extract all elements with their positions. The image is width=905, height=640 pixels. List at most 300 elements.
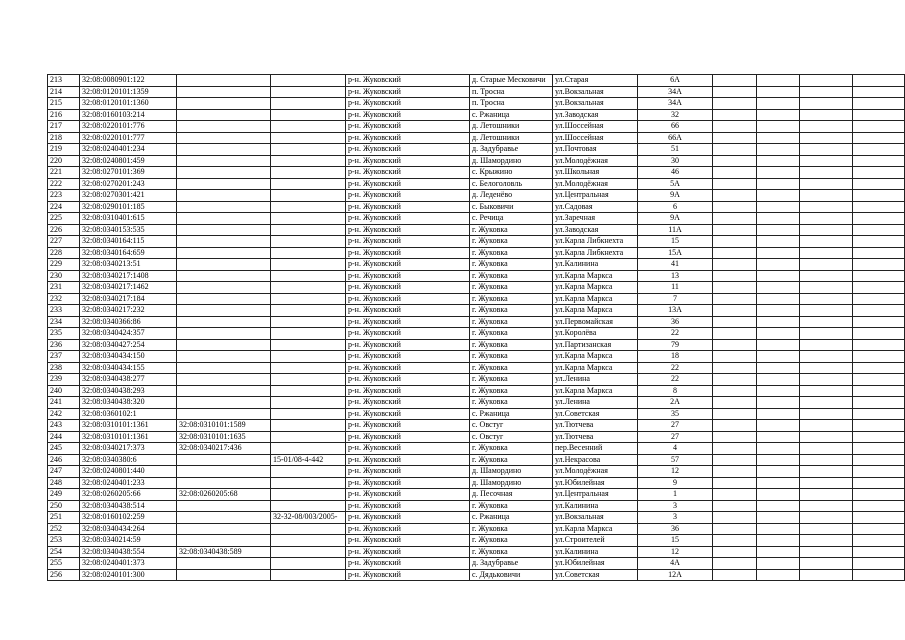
cell-extra-col-3 [800, 466, 853, 478]
cell-cadastral-number: 32:08:0220101:777 [80, 132, 177, 144]
table-row [48, 132, 905, 144]
cell-linked-cadastral-number [177, 328, 271, 340]
cell-house-number: 12 [638, 546, 713, 558]
cell-street: ул.Тютчева [553, 431, 638, 443]
cell-row-number: 213 [48, 75, 80, 87]
cell-extra-col-4 [853, 374, 905, 386]
cell-cadastral-number: 32:08:0240401:234 [80, 144, 177, 156]
cell-house-number: 18 [638, 351, 713, 363]
cell-house-number: 12 [638, 466, 713, 478]
cell-street: ул.Почтовая [553, 144, 638, 156]
table-row [48, 523, 905, 535]
table-row [48, 98, 905, 110]
cell-house-number: 27 [638, 431, 713, 443]
cell-district: р-н. Жуковский [346, 362, 470, 374]
cell-street: ул.Старая [553, 75, 638, 87]
cell-district: р-н. Жуковский [346, 431, 470, 443]
table-row [48, 236, 905, 248]
cell-cadastral-number: 32:08:0340217:232 [80, 305, 177, 317]
cell-extra-col-1 [713, 121, 757, 133]
cell-row-number: 244 [48, 431, 80, 443]
cell-house-number: 30 [638, 155, 713, 167]
cell-house-number: 4 [638, 443, 713, 455]
cell-extra-col-2 [757, 546, 800, 558]
table-row [48, 293, 905, 305]
cell-district: р-н. Жуковский [346, 512, 470, 524]
cell-house-number: 34А [638, 86, 713, 98]
cell-cadastral-number: 32:08:0240801:459 [80, 155, 177, 167]
cell-row-number: 251 [48, 512, 80, 524]
cell-district: р-н. Жуковский [346, 569, 470, 581]
cell-extra-col-4 [853, 431, 905, 443]
cell-house-number: 4А [638, 558, 713, 570]
cell-settlement: с. Ржаница [470, 109, 553, 121]
cell-house-number: 3 [638, 500, 713, 512]
cell-extra-col-1 [713, 500, 757, 512]
cell-settlement: г. Жуковка [470, 454, 553, 466]
table-row [48, 569, 905, 581]
cell-extra-col-3 [800, 454, 853, 466]
cell-house-number: 9А [638, 190, 713, 202]
cell-settlement: г. Жуковка [470, 305, 553, 317]
cell-extra-col-3 [800, 546, 853, 558]
cell-extra-col-1 [713, 535, 757, 547]
cell-extra-col-4 [853, 282, 905, 294]
cell-row-number: 230 [48, 270, 80, 282]
cell-extra-col-4 [853, 293, 905, 305]
cell-extra-col-1 [713, 109, 757, 121]
table-row [48, 535, 905, 547]
cell-extra-col-1 [713, 178, 757, 190]
cell-linked-cadastral-number [177, 270, 271, 282]
cell-extra-col-2 [757, 558, 800, 570]
cell-extra-col-1 [713, 167, 757, 179]
table-row [48, 213, 905, 225]
cell-extra-col-1 [713, 259, 757, 271]
cell-district: р-н. Жуковский [346, 155, 470, 167]
cell-district: р-н. Жуковский [346, 305, 470, 317]
table-row [48, 316, 905, 328]
cell-extra-col-3 [800, 477, 853, 489]
cell-extra-col-3 [800, 236, 853, 248]
cell-extra-col-3 [800, 339, 853, 351]
cell-street: ул.Карла Маркса [553, 385, 638, 397]
cell-extra-col-4 [853, 178, 905, 190]
cell-extra-col-4 [853, 109, 905, 121]
cell-extra-col-1 [713, 98, 757, 110]
cell-extra-col-4 [853, 443, 905, 455]
cell-linked-cadastral-number [177, 523, 271, 535]
cell-settlement: г. Жуковка [470, 523, 553, 535]
cell-cadastral-number: 32:08:0220101:776 [80, 121, 177, 133]
cell-extra-col-1 [713, 420, 757, 432]
cell-linked-cadastral-number [177, 236, 271, 248]
cell-house-number: 79 [638, 339, 713, 351]
cell-cadastral-number: 32:08:0340434:264 [80, 523, 177, 535]
table-row [48, 155, 905, 167]
cell-settlement: с. Крыжино [470, 167, 553, 179]
cell-extra-col-1 [713, 328, 757, 340]
cell-row-number: 228 [48, 247, 80, 259]
cell-settlement: г. Жуковка [470, 259, 553, 271]
cell-settlement: с. Дядьковичи [470, 569, 553, 581]
cell-linked-cadastral-number [177, 305, 271, 317]
cell-cadastral-number: 32:08:0340217:1462 [80, 282, 177, 294]
cell-cadastral-number: 32:08:0310101:1361 [80, 420, 177, 432]
cell-extra-col-1 [713, 397, 757, 409]
cell-linked-cadastral-number [177, 144, 271, 156]
cell-house-number: 46 [638, 167, 713, 179]
cell-linked-cadastral-number [177, 454, 271, 466]
cell-linked-cadastral-number [177, 408, 271, 420]
cell-district: р-н. Жуковский [346, 282, 470, 294]
cell-extra-col-4 [853, 224, 905, 236]
cell-extra-col-2 [757, 224, 800, 236]
cell-extra-col-2 [757, 75, 800, 87]
table-row [48, 408, 905, 420]
cell-extra-col-2 [757, 282, 800, 294]
cell-settlement: с. Овстуг [470, 420, 553, 432]
cell-linked-cadastral-number [177, 558, 271, 570]
cell-linked-cadastral-number [177, 224, 271, 236]
cell-district: р-н. Жуковский [346, 397, 470, 409]
cell-row-number: 219 [48, 144, 80, 156]
cell-cadastral-number: 32:08:0340217:1408 [80, 270, 177, 282]
cell-house-number: 15 [638, 236, 713, 248]
cell-settlement: д. Старые Месковичи [470, 75, 553, 87]
cell-street: ул.Шоссейная [553, 132, 638, 144]
cell-extra-col-1 [713, 201, 757, 213]
cell-extra-col-2 [757, 477, 800, 489]
cell-extra-col-4 [853, 98, 905, 110]
cell-extra-col-1 [713, 466, 757, 478]
cell-cadastral-number: 32:08:0240801:440 [80, 466, 177, 478]
cell-registration-number [271, 535, 346, 547]
cell-linked-cadastral-number [177, 477, 271, 489]
cell-extra-col-4 [853, 121, 905, 133]
cell-district: р-н. Жуковский [346, 236, 470, 248]
cell-extra-col-3 [800, 259, 853, 271]
cell-house-number: 34А [638, 98, 713, 110]
cell-street: ул.Карла Маркса [553, 523, 638, 535]
cell-linked-cadastral-number [177, 201, 271, 213]
cell-street: ул.Советская [553, 569, 638, 581]
table-row [48, 121, 905, 133]
cell-linked-cadastral-number [177, 316, 271, 328]
cell-linked-cadastral-number [177, 259, 271, 271]
cell-linked-cadastral-number [177, 362, 271, 374]
cell-linked-cadastral-number [177, 466, 271, 478]
cell-settlement: д. Песочная [470, 489, 553, 501]
cell-row-number: 234 [48, 316, 80, 328]
cell-extra-col-2 [757, 259, 800, 271]
cell-street: ул.Центральная [553, 190, 638, 202]
cell-settlement: г. Жуковка [470, 500, 553, 512]
cell-district: р-н. Жуковский [346, 420, 470, 432]
cell-row-number: 243 [48, 420, 80, 432]
cell-street: ул.Калинина [553, 259, 638, 271]
cell-house-number: 36 [638, 316, 713, 328]
cell-street: ул.Первомайская [553, 316, 638, 328]
cell-extra-col-1 [713, 569, 757, 581]
cell-house-number: 2А [638, 397, 713, 409]
cell-house-number: 41 [638, 259, 713, 271]
cell-extra-col-2 [757, 454, 800, 466]
cell-house-number: 12А [638, 569, 713, 581]
cell-street: ул.Молодёжная [553, 466, 638, 478]
cell-extra-col-2 [757, 362, 800, 374]
cell-linked-cadastral-number [177, 397, 271, 409]
cell-extra-col-4 [853, 75, 905, 87]
cell-settlement: г. Жуковка [470, 362, 553, 374]
cell-house-number: 15 [638, 535, 713, 547]
cell-row-number: 250 [48, 500, 80, 512]
cell-extra-col-3 [800, 305, 853, 317]
cell-extra-col-1 [713, 86, 757, 98]
cell-extra-col-3 [800, 500, 853, 512]
cell-street: ул.Партизанская [553, 339, 638, 351]
cell-street: ул.Карла Либкнехта [553, 247, 638, 259]
table-row [48, 144, 905, 156]
cell-row-number: 252 [48, 523, 80, 535]
cell-extra-col-4 [853, 190, 905, 202]
cell-extra-col-1 [713, 144, 757, 156]
cell-row-number: 240 [48, 385, 80, 397]
cell-settlement: п. Тросна [470, 86, 553, 98]
cell-extra-col-1 [713, 362, 757, 374]
cell-house-number: 15А [638, 247, 713, 259]
cell-registration-number [271, 569, 346, 581]
cell-extra-col-1 [713, 408, 757, 420]
cell-registration-number [271, 466, 346, 478]
cell-row-number: 249 [48, 489, 80, 501]
cell-district: р-н. Жуковский [346, 339, 470, 351]
cell-extra-col-2 [757, 86, 800, 98]
cell-extra-col-3 [800, 201, 853, 213]
cell-linked-cadastral-number [177, 155, 271, 167]
cell-row-number: 232 [48, 293, 80, 305]
cell-row-number: 216 [48, 109, 80, 121]
cell-street: ул.Молодёжная [553, 155, 638, 167]
cell-extra-col-2 [757, 270, 800, 282]
cell-extra-col-2 [757, 236, 800, 248]
cell-settlement: д. Шамордино [470, 155, 553, 167]
table-row [48, 466, 905, 478]
cell-row-number: 225 [48, 213, 80, 225]
cell-settlement: г. Жуковка [470, 546, 553, 558]
cell-extra-col-4 [853, 466, 905, 478]
cell-cadastral-number: 32:08:0340438:277 [80, 374, 177, 386]
cell-extra-col-3 [800, 155, 853, 167]
cell-row-number: 229 [48, 259, 80, 271]
cell-extra-col-3 [800, 75, 853, 87]
cell-extra-col-4 [853, 535, 905, 547]
cell-row-number: 255 [48, 558, 80, 570]
cell-district: р-н. Жуковский [346, 316, 470, 328]
table-row [48, 546, 905, 558]
cell-extra-col-1 [713, 339, 757, 351]
cell-extra-col-2 [757, 374, 800, 386]
cell-extra-col-4 [853, 167, 905, 179]
cell-extra-col-2 [757, 466, 800, 478]
cell-district: р-н. Жуковский [346, 86, 470, 98]
cell-extra-col-4 [853, 454, 905, 466]
cell-house-number: 57 [638, 454, 713, 466]
cell-cadastral-number: 32:08:0340213:51 [80, 259, 177, 271]
cell-settlement: г. Жуковка [470, 385, 553, 397]
cell-district: р-н. Жуковский [346, 167, 470, 179]
cell-extra-col-1 [713, 155, 757, 167]
cell-extra-col-2 [757, 535, 800, 547]
cell-linked-cadastral-number [177, 535, 271, 547]
cell-row-number: 223 [48, 190, 80, 202]
table-row [48, 477, 905, 489]
cell-extra-col-4 [853, 420, 905, 432]
cell-extra-col-4 [853, 155, 905, 167]
cell-registration-number [271, 362, 346, 374]
table-row [48, 109, 905, 121]
cell-settlement: г. Жуковка [470, 374, 553, 386]
cell-registration-number [271, 167, 346, 179]
table-row [48, 224, 905, 236]
cell-district: р-н. Жуковский [346, 546, 470, 558]
cell-row-number: 214 [48, 86, 80, 98]
cell-registration-number [271, 316, 346, 328]
cell-district: р-н. Жуковский [346, 558, 470, 570]
cell-row-number: 241 [48, 397, 80, 409]
cell-street: ул.Вокзальная [553, 86, 638, 98]
table-row [48, 190, 905, 202]
cell-registration-number [271, 75, 346, 87]
cell-extra-col-3 [800, 569, 853, 581]
cell-extra-col-4 [853, 489, 905, 501]
cell-linked-cadastral-number [177, 121, 271, 133]
cell-cadastral-number: 32:08:0340366:86 [80, 316, 177, 328]
cell-cadastral-number: 32:08:0340438:554 [80, 546, 177, 558]
cell-linked-cadastral-number: 32:08:0340217:436 [177, 443, 271, 455]
cell-extra-col-1 [713, 351, 757, 363]
cell-linked-cadastral-number [177, 385, 271, 397]
cell-extra-col-1 [713, 247, 757, 259]
cell-registration-number [271, 374, 346, 386]
cell-extra-col-2 [757, 500, 800, 512]
cell-settlement: д. Леденёво [470, 190, 553, 202]
cell-extra-col-3 [800, 121, 853, 133]
cell-cadastral-number: 32:08:0160102:259 [80, 512, 177, 524]
cell-extra-col-3 [800, 282, 853, 294]
table-row [48, 558, 905, 570]
cell-row-number: 222 [48, 178, 80, 190]
table-row [48, 282, 905, 294]
cell-registration-number [271, 558, 346, 570]
table-row [48, 339, 905, 351]
cell-settlement: г. Жуковка [470, 397, 553, 409]
cell-extra-col-3 [800, 270, 853, 282]
cell-extra-col-4 [853, 247, 905, 259]
cell-cadastral-number: 32:08:0340438:320 [80, 397, 177, 409]
cell-extra-col-2 [757, 190, 800, 202]
cell-registration-number [271, 385, 346, 397]
cell-extra-col-2 [757, 305, 800, 317]
cell-extra-col-3 [800, 98, 853, 110]
cell-district: р-н. Жуковский [346, 374, 470, 386]
cell-linked-cadastral-number [177, 374, 271, 386]
cell-extra-col-2 [757, 512, 800, 524]
cell-cadastral-number: 32:08:0270201:243 [80, 178, 177, 190]
cell-linked-cadastral-number [177, 293, 271, 305]
cell-extra-col-2 [757, 98, 800, 110]
cell-extra-col-2 [757, 167, 800, 179]
cell-extra-col-4 [853, 500, 905, 512]
cell-house-number: 7 [638, 293, 713, 305]
cell-registration-number [271, 224, 346, 236]
cell-row-number: 215 [48, 98, 80, 110]
cell-registration-number [271, 98, 346, 110]
cell-linked-cadastral-number [177, 86, 271, 98]
table-row [48, 328, 905, 340]
cell-settlement: с. Белоголовль [470, 178, 553, 190]
cell-extra-col-4 [853, 512, 905, 524]
table-row [48, 362, 905, 374]
cell-registration-number [271, 351, 346, 363]
cell-extra-col-4 [853, 546, 905, 558]
cell-linked-cadastral-number [177, 178, 271, 190]
table-row [48, 443, 905, 455]
cell-house-number: 9 [638, 477, 713, 489]
cell-row-number: 242 [48, 408, 80, 420]
cell-linked-cadastral-number [177, 213, 271, 225]
cell-row-number: 227 [48, 236, 80, 248]
cell-row-number: 237 [48, 351, 80, 363]
cell-extra-col-4 [853, 385, 905, 397]
cell-cadastral-number: 32:08:0340434:155 [80, 362, 177, 374]
cell-registration-number [271, 477, 346, 489]
cell-registration-number [271, 190, 346, 202]
table-row [48, 259, 905, 271]
cell-house-number: 13А [638, 305, 713, 317]
cell-cadastral-number: 32:08:0160103:214 [80, 109, 177, 121]
cell-settlement: г. Жуковка [470, 247, 553, 259]
cell-district: р-н. Жуковский [346, 489, 470, 501]
cell-extra-col-2 [757, 420, 800, 432]
table-row [48, 431, 905, 443]
cell-extra-col-4 [853, 144, 905, 156]
cell-extra-col-2 [757, 178, 800, 190]
cell-settlement: г. Жуковка [470, 339, 553, 351]
cell-linked-cadastral-number [177, 500, 271, 512]
cell-registration-number [271, 489, 346, 501]
cell-district: р-н. Жуковский [346, 98, 470, 110]
cell-linked-cadastral-number [177, 282, 271, 294]
cell-house-number: 27 [638, 420, 713, 432]
cell-extra-col-1 [713, 132, 757, 144]
cell-extra-col-1 [713, 224, 757, 236]
cell-settlement: д. Шамордино [470, 477, 553, 489]
cell-settlement: с. Речица [470, 213, 553, 225]
cell-settlement: с. Овстуг [470, 431, 553, 443]
cell-extra-col-4 [853, 397, 905, 409]
cell-linked-cadastral-number [177, 167, 271, 179]
cell-extra-col-1 [713, 431, 757, 443]
cell-house-number: 1 [638, 489, 713, 501]
cell-extra-col-4 [853, 477, 905, 489]
cell-registration-number [271, 178, 346, 190]
cell-district: р-н. Жуковский [346, 109, 470, 121]
cell-row-number: 238 [48, 362, 80, 374]
cell-extra-col-2 [757, 201, 800, 213]
cell-linked-cadastral-number [177, 75, 271, 87]
cell-district: р-н. Жуковский [346, 121, 470, 133]
